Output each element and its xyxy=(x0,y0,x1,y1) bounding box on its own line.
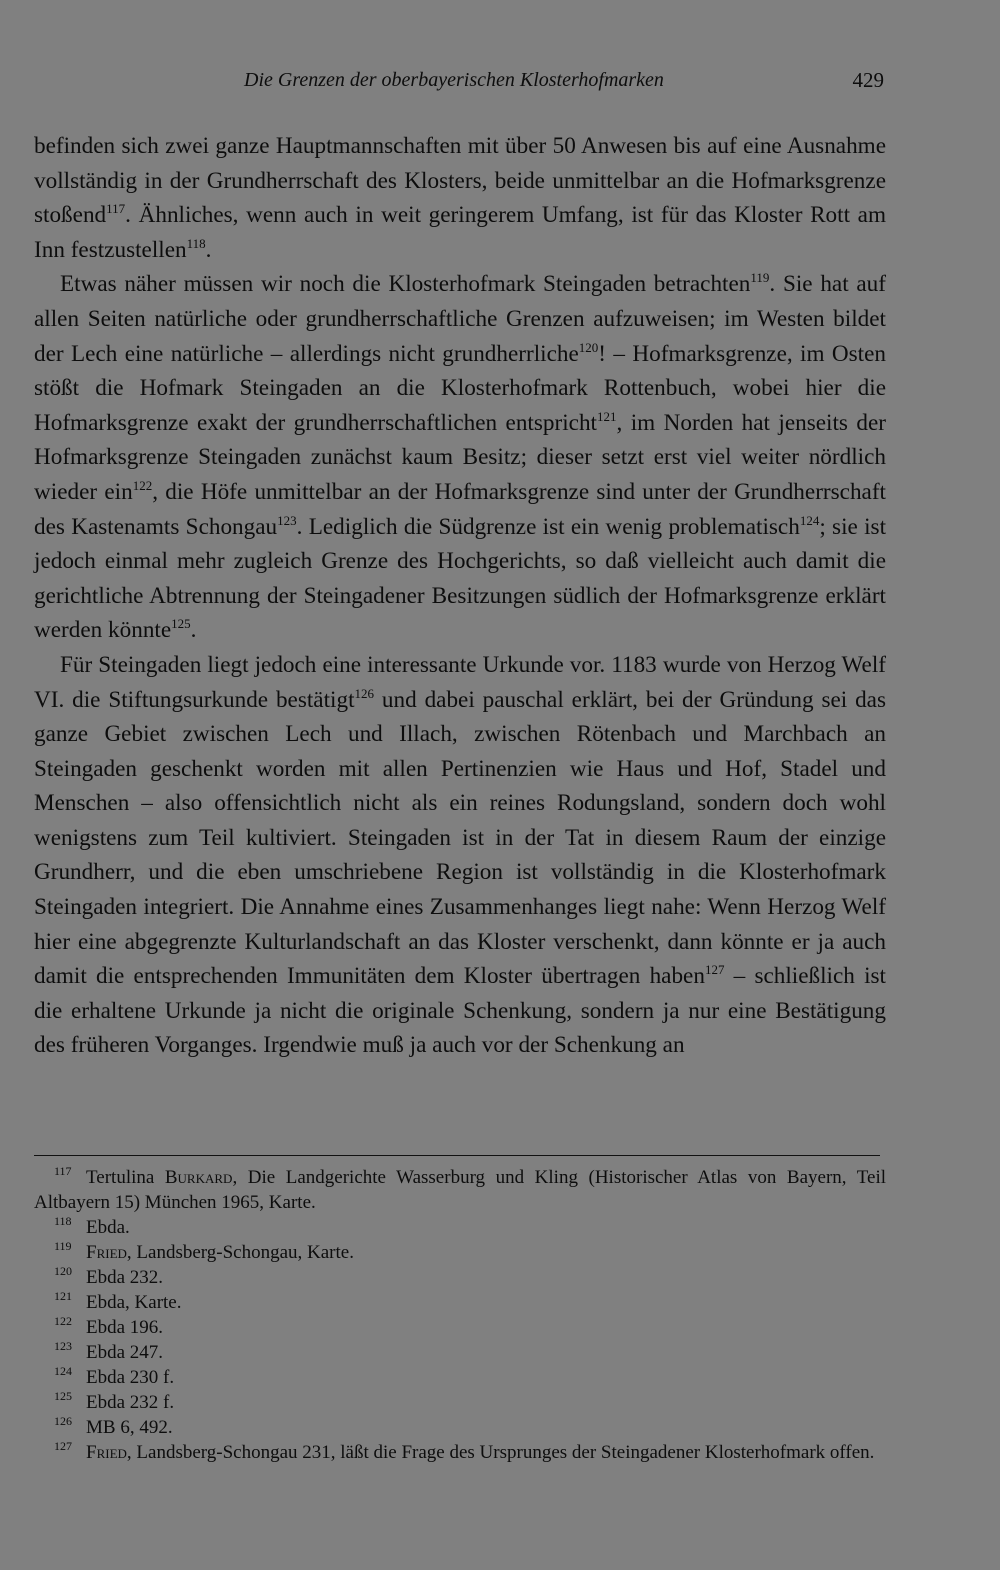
body-text xyxy=(34,129,886,1063)
paragraph-text: – schließlich ist die erhaltene Urkunde ja nicht die originale Schenkung, sondern ja nur eine Bestätigung des früheren Vorganges. Irgendwie muß ja auch vor der Schenkung an xyxy=(34,963,886,1059)
footnote: 126 MB 6, 492. xyxy=(54,1414,173,1438)
footnote: 117 Tertulina Burkard, Die Landgerichte Wasserburg und Kling (Historischer Atlas von Bayern, Teil Altbayern 15) München 1965, Karte. xyxy=(34,1164,887,1213)
footnote-author: Burkard xyxy=(164,1167,233,1188)
footnote: 119 Fried, Landsberg-Schongau, Karte. xyxy=(54,1239,354,1263)
footnote-text: Ebda 232. xyxy=(86,1267,164,1288)
footnote-reference: 122 xyxy=(132,477,153,493)
footnote: 124 Ebda 230 f. xyxy=(54,1364,175,1388)
footnote-text: Ebda 230 f. xyxy=(86,1367,175,1388)
footnote-reference: 126 xyxy=(354,685,375,701)
page-number: 429 xyxy=(852,68,884,92)
footnote-text: , Die Landgerichte Wasserburg und Kling (Historischer Atlas von Bayern, Teil Altbayern 15) München 1965, Karte. xyxy=(34,1167,887,1213)
footnote-reference: 120 xyxy=(578,339,599,355)
footnote-text: Ebda 247. xyxy=(86,1342,164,1363)
footnote: 123 Ebda 247. xyxy=(54,1339,164,1363)
running-head xyxy=(34,64,886,96)
paragraph-text: . xyxy=(190,617,197,644)
paragraph xyxy=(34,267,886,648)
footnote-reference: 119 xyxy=(750,270,770,286)
footnotes xyxy=(34,1165,886,1465)
footnote-text: Ebda 196. xyxy=(86,1317,164,1338)
running-head-title: Die Grenzen der oberbayerischen Klosterhofmarken xyxy=(244,69,664,91)
footnote-text: MB 6, 492. xyxy=(86,1417,173,1438)
footnote-reference: 117 xyxy=(106,201,126,217)
paragraph xyxy=(34,648,886,1063)
footnote-author: Fried xyxy=(86,1442,127,1463)
footnote-author: Fried xyxy=(86,1242,127,1263)
footnote-text: , Landsberg-Schongau 231, läßt die Frage des Ursprunges der Steingadener Klosterhofmark offen. xyxy=(126,1442,875,1463)
paragraph-text: , die Höfe unmittelbar an der Hofmarksgrenze sind unter der Grundherrschaft des Kastenamts Schongau xyxy=(34,478,887,540)
paragraph-text: . Ähnliches, wenn auch in weit geringerem Umfang, ist für das Kloster Rott am Inn festzustellen xyxy=(34,202,886,263)
paragraph-text: . xyxy=(205,236,212,263)
paragraph-text: befinden sich zwei ganze Hauptmannschaften mit über 50 Anwesen bis auf eine Ausnahme vollständig in der Grundherrschaft des Klosters, beide unmittelbar an die Hofmarksgrenze stoßend xyxy=(34,133,886,229)
footnote-reference: 121 xyxy=(596,408,617,424)
footnote-reference: 118 xyxy=(186,235,206,251)
paragraph-text: Für Steingaden liegt jedoch eine interessante Urkunde vor. 1183 wurde von Herzog Welf VI. die Stiftungsurkunde bestätigt xyxy=(34,651,886,713)
paragraph-text: . Sie hat auf allen Seiten natürliche oder grundherrschaftliche Grenzen aufzuweisen; im Westen bildet der Lech eine natürliche – allerdings nicht grundherrliche xyxy=(34,271,886,367)
footnote-separator xyxy=(34,1155,880,1156)
footnote-reference: 127 xyxy=(704,962,725,978)
footnote: 125 Ebda 232 f. xyxy=(54,1389,175,1413)
footnote: 121 Ebda, Karte. xyxy=(54,1289,182,1313)
page xyxy=(34,0,886,1570)
paragraph-text: . Lediglich die Südgrenze ist ein wenig problematisch xyxy=(296,513,800,540)
footnote-text: Ebda, Karte. xyxy=(86,1292,182,1313)
paragraph-text: ! – Hofmarksgrenze, im Osten stößt die Hofmark Steingaden an die Klosterhofmark Rottenbuch, wobei hier die Hofmarksgrenze exakt der grundherrschaftlichen entspricht xyxy=(34,340,887,436)
footnote: 120 Ebda 232. xyxy=(54,1264,164,1288)
footnote-text: Ebda. xyxy=(86,1217,130,1238)
paragraph-text: ; sie ist jedoch einmal mehr zugleich Grenze des Hochgerichts, so daß vielleicht auch damit die gerichtliche Abtrennung der Steingadener Besitzungen südlich der Hofmarksgrenze erklärt werden könnte xyxy=(34,513,887,644)
paragraph-text: , im Norden hat jenseits der Hofmarksgrenze Steingaden zunächst kaum Besitz; dieser setzt erst viel weiter nördlich wieder ein xyxy=(34,409,886,505)
footnote-reference: 123 xyxy=(277,512,297,528)
footnote-reference: 125 xyxy=(171,616,191,632)
footnote-text: Tertulina xyxy=(86,1167,165,1188)
paragraph-text: und dabei pauschal erklärt, bei der Gründung sei das ganze Gebiet zwischen Lech und Illach, zwischen Rötenbach und Marchbach an Steingaden geschenkt worden mit allen Pertinenzien wie Haus und Hof, Stadel und Menschen – also offensichtlich nicht als ein reines Rodungsland, sondern doch wohl wenigstens zum Teil kultiviert. Steingaden ist in der Tat in diesem Raum der einzige Grundherr, und die eben umschriebene Region ist vollständig in die Klosterhofmark Steingaden integriert. Die Annahme eines Zusammenhanges liegt nahe: Wenn Herzog Welf hier eine abgegrenzte Kulturlandschaft an das Kloster verschenkt, dann könnte er ja auch damit die entsprechenden Immunitäten dem Kloster übertragen haben xyxy=(34,686,886,990)
footnote-text: , Landsberg-Schongau, Karte. xyxy=(126,1242,354,1263)
footnote: 127 Fried, Landsberg-Schongau 231, läßt die Frage des Ursprunges der Steingadener Klosterhofmark offen. xyxy=(54,1439,875,1463)
paragraph xyxy=(34,129,886,267)
footnote: 118 Ebda. xyxy=(54,1214,130,1238)
paragraph-text: Etwas näher müssen wir noch die Klosterhofmark Steingaden betrachten xyxy=(60,271,751,298)
footnote-reference: 124 xyxy=(799,512,820,528)
footnote: 122 Ebda 196. xyxy=(54,1314,164,1338)
footnote-text: Ebda 232 f. xyxy=(86,1392,175,1413)
